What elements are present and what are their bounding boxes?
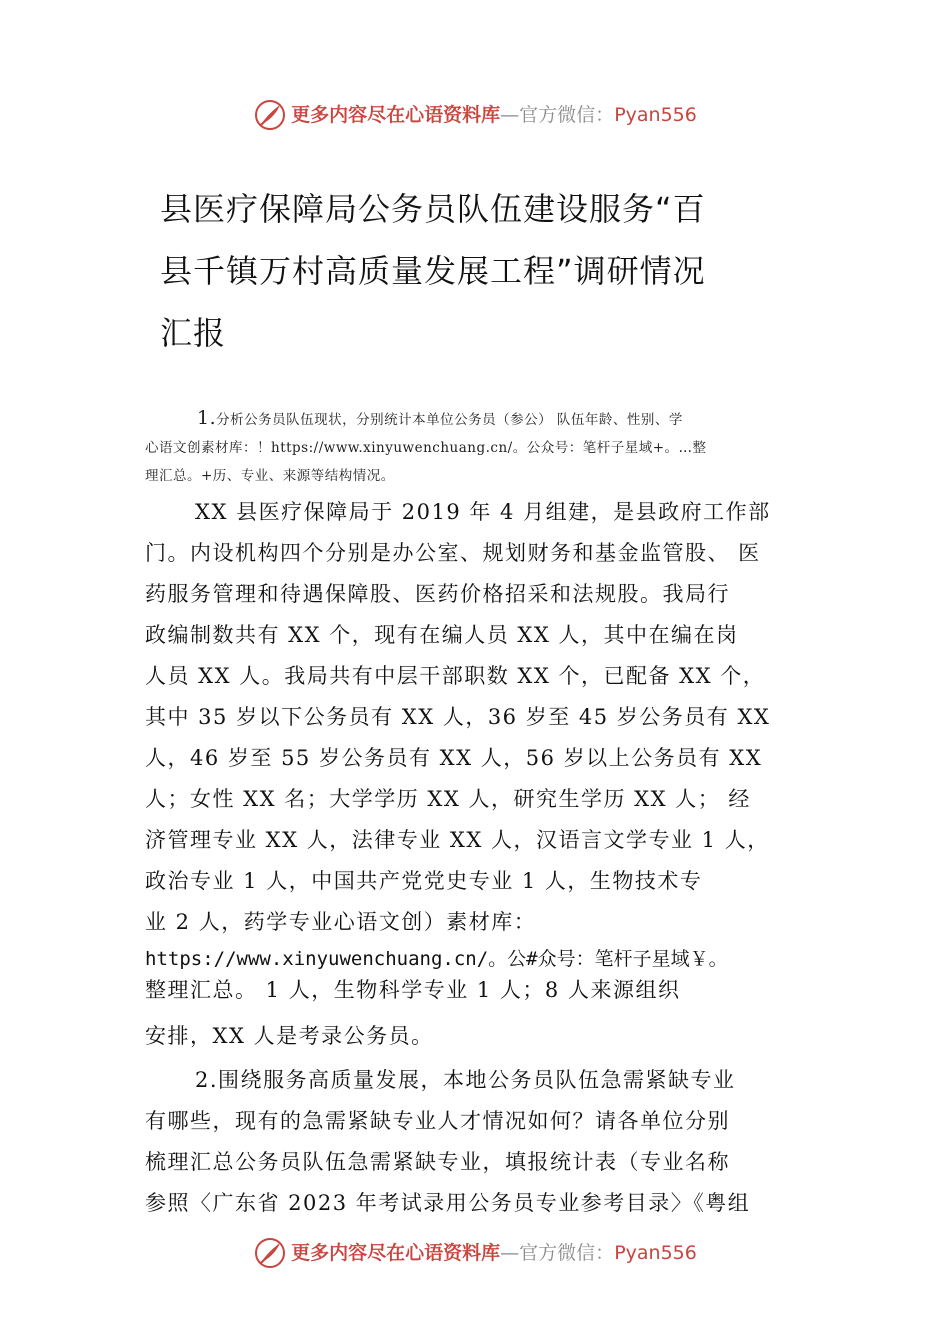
paragraph-line: 参照〈广东省 2023 年考试录用公务员专业参考目录〉《粤组 — [145, 1191, 751, 1215]
paragraph-line: 整理汇总。 1 人，生物科学专业 1 人；8 人来源组织 — [145, 978, 681, 1002]
paragraph-line: 药服务管理和待遇保障股、医药价格招采和法规股。我局行 — [145, 582, 730, 606]
note-line: 理汇总。+历、专业、来源等结构情况。 — [145, 468, 395, 484]
watermark-main-text: 更多内容尽在心语资料库 — [291, 104, 501, 126]
paragraph-url-line: https://www.xinyuwenchuang.cn/。公#众号：笔杆子星域￥。 — [145, 948, 728, 970]
watermark-separator: — — [500, 1242, 520, 1264]
paragraph-line: 人，46 岁至 55 岁公务员有 XX 人，56 岁以上公务员有 XX — [145, 746, 763, 770]
title-line: 县千镇万村高质量发展工程”调研情况 — [160, 252, 706, 290]
watermark-wechat-id: Pyan556 — [614, 104, 697, 126]
note-line: 心语文创素材库：！https://www.xinyuwenchuang.cn/。公众号：笔杆子星域+。…整 — [145, 440, 707, 456]
watermark-wechat-id: Pyan556 — [614, 1242, 697, 1264]
note-line: 分析公务员队伍现状，分别统计本单位公务员（参公） 队伍年龄、性别、学 — [216, 412, 683, 428]
paragraph-line: 人；女性 XX 名；大学学历 XX 人，研究生学历 XX 人； 经 — [145, 787, 751, 811]
note-number: 1. — [197, 407, 217, 429]
paragraph-line: 人员 XX 人。我局共有中层干部职数 XX 个，已配备 XX 个， — [145, 664, 766, 688]
quill-pen-logo-icon — [253, 98, 287, 132]
paragraph-line: 门。内设机构四个分别是办公室、规划财务和基金监管股、 医 — [145, 541, 761, 565]
paragraph-line: 济管理专业 XX 人，法律专业 XX 人，汉语言文学专业 1 人， — [145, 828, 770, 852]
title-line: 县医疗保障局公务员队伍建设服务“百 — [160, 190, 706, 228]
watermark-wechat-label: 官方微信： — [519, 104, 615, 126]
paragraph-line: 梳理汇总公务员队伍急需紧缺专业，填报统计表（专业名称 — [145, 1150, 730, 1174]
paragraph-line: 政编制数共有 XX 个，现有在编人员 XX 人，其中在编在岗 — [145, 623, 739, 647]
quill-pen-logo-icon — [253, 1236, 287, 1270]
paragraph-line: 有哪些，现有的急需紧缺专业人才情况如何？请各单位分别 — [145, 1109, 730, 1133]
paragraph-line: 业 2 人，药学专业心语文创）素材库： — [145, 910, 537, 934]
watermark-separator: — — [500, 104, 520, 126]
document-title — [160, 178, 780, 364]
watermark-wechat-label: 官方微信： — [519, 1242, 615, 1264]
paragraph-line: 安排，XX 人是考录公务员。 — [145, 1024, 434, 1048]
analysis-note — [145, 404, 810, 490]
document-body — [145, 492, 810, 1224]
paragraph-line: XX 县医疗保障局于 2019 年 4 月组建，是县政府工作部 — [195, 500, 771, 524]
paragraph-line: 2.围绕服务高质量发展，本地公务员队伍急需紧缺专业 — [195, 1068, 736, 1092]
title-line: 汇报 — [160, 314, 227, 352]
footer-watermark — [0, 1232, 950, 1272]
paragraph-line: 其中 35 岁以下公务员有 XX 人，36 岁至 45 岁公务员有 XX — [145, 705, 771, 729]
header-watermark — [0, 94, 950, 134]
paragraph-line: 政治专业 1 人，中国共产党党史专业 1 人，生物技术专 — [145, 869, 703, 893]
watermark-main-text: 更多内容尽在心语资料库 — [291, 1242, 501, 1264]
